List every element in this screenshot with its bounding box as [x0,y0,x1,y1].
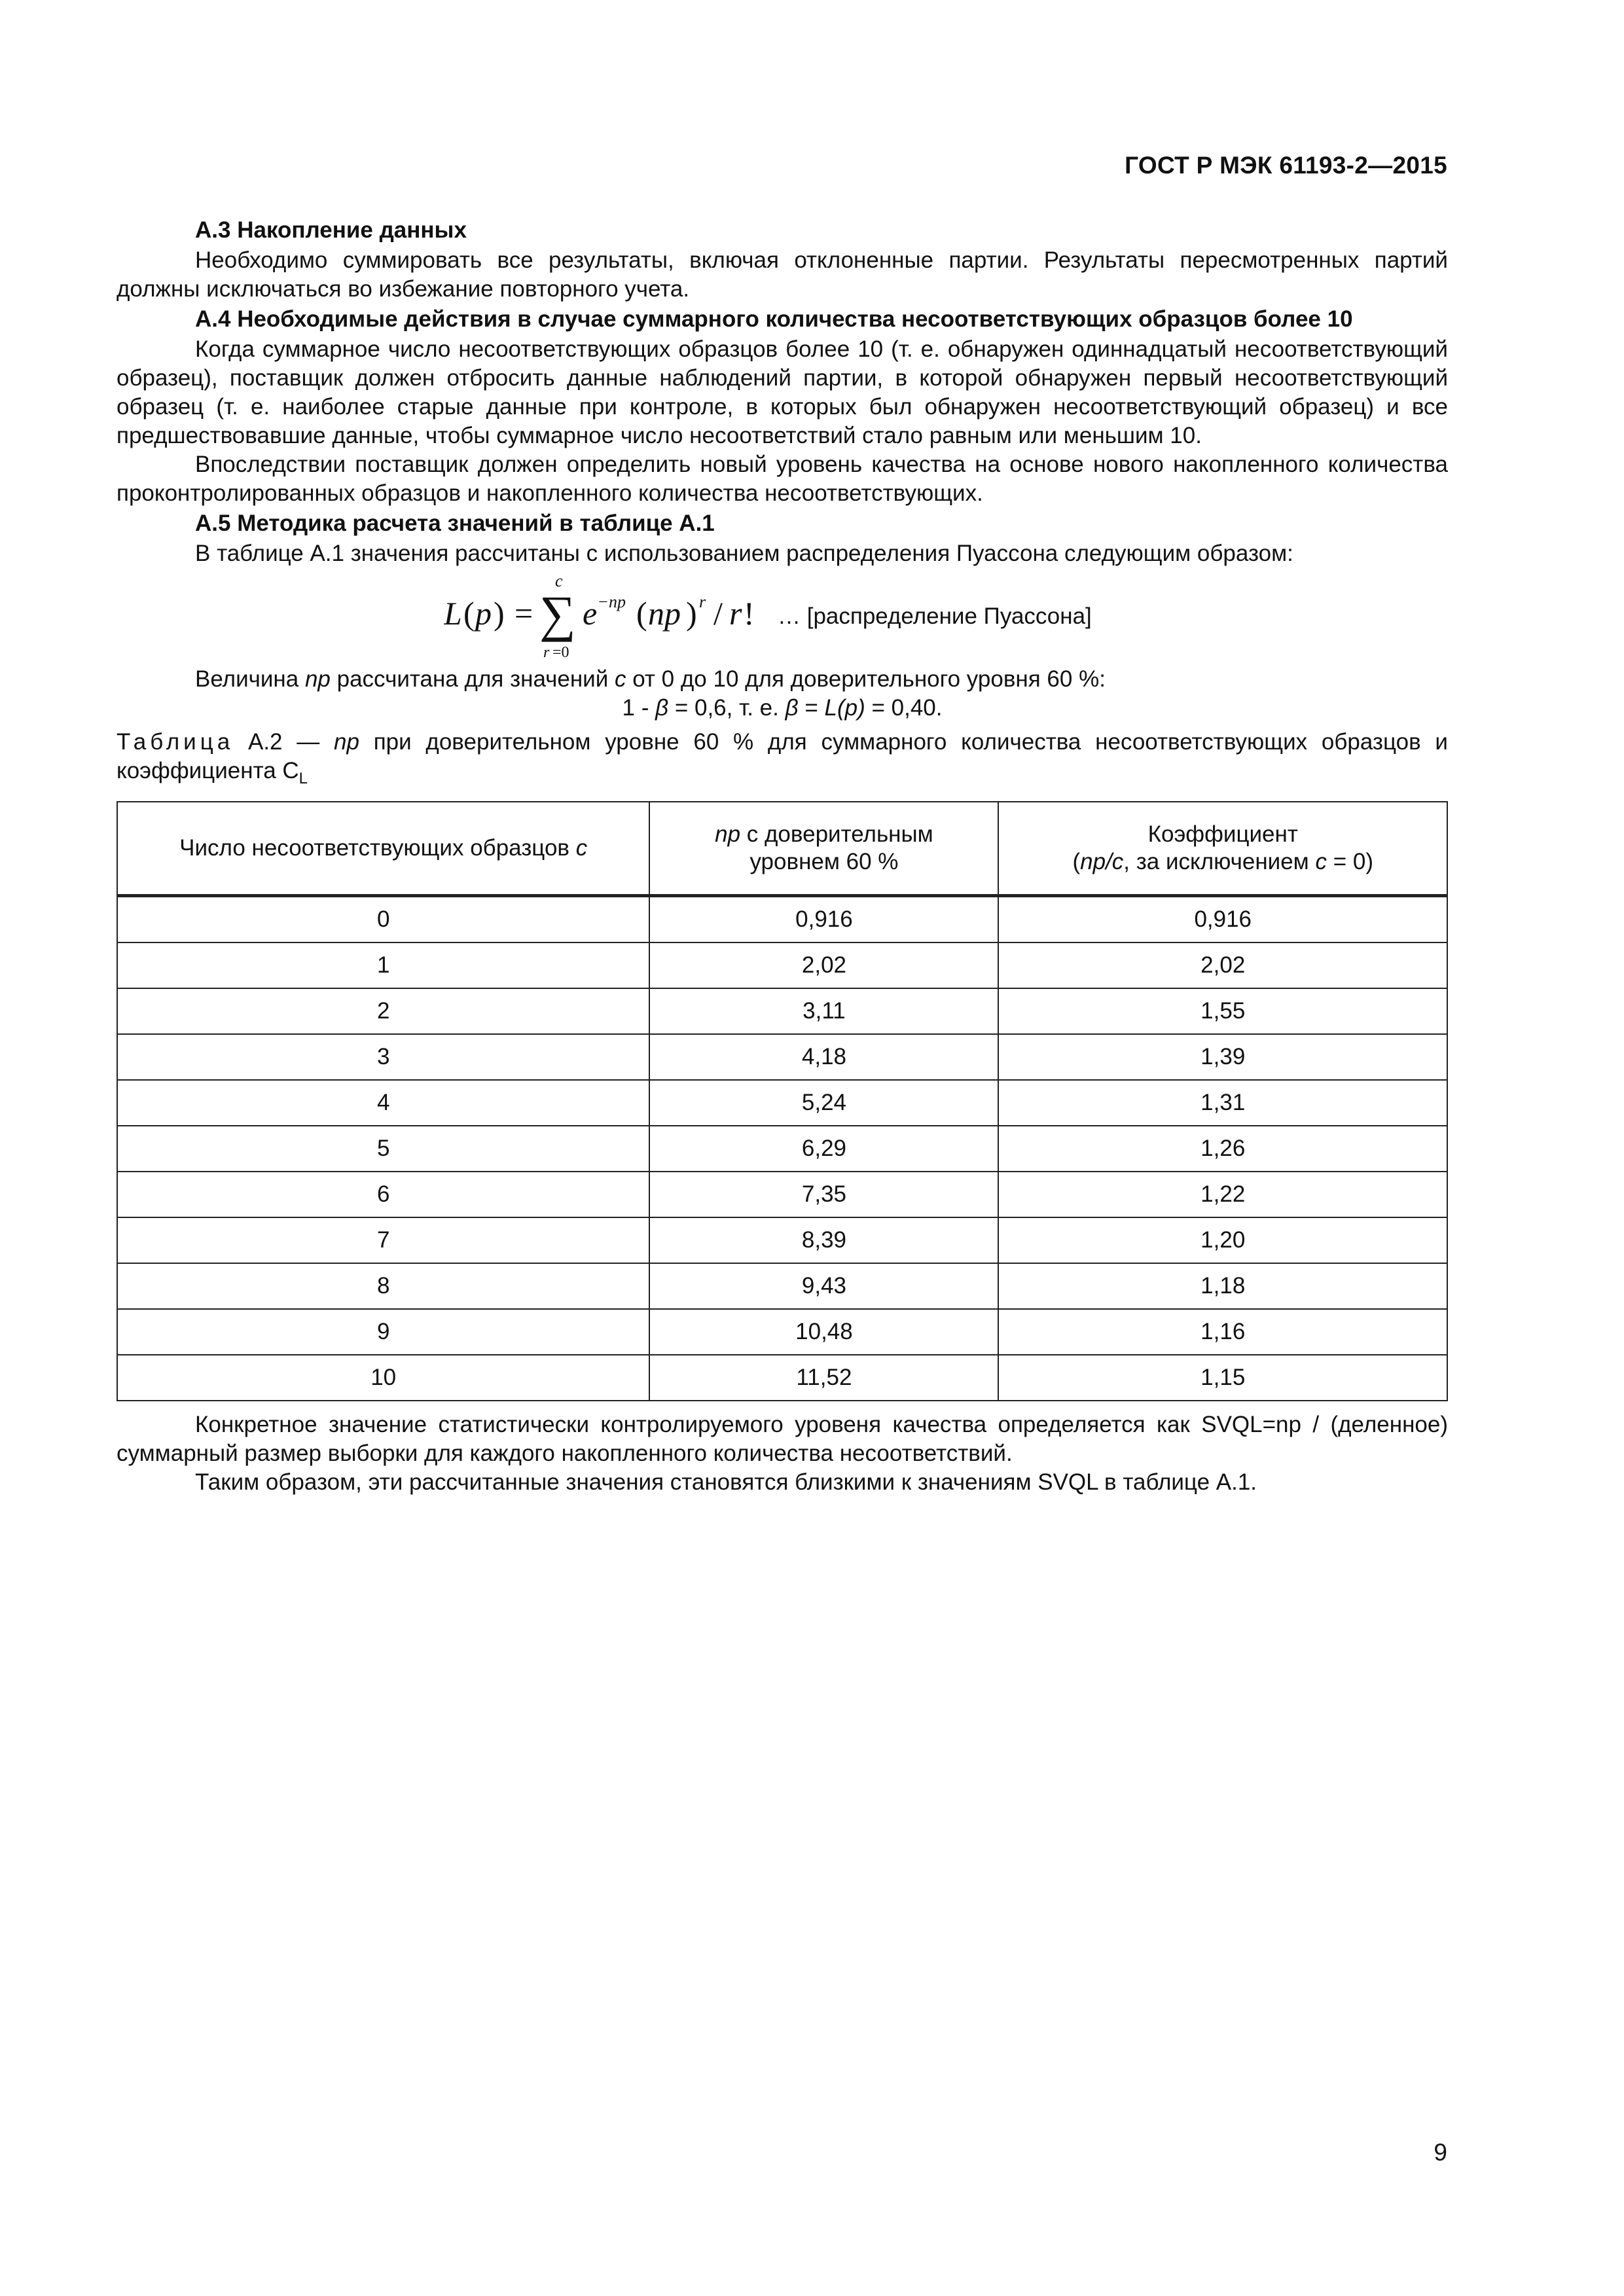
svg-text:): ) [494,595,505,632]
cell-c: 4 [117,1080,649,1126]
table-row [117,1309,1447,1355]
cell-coefficient: 0,916 [998,896,1447,943]
cell-c: 5 [117,1126,649,1172]
cell-coefficient: 1,39 [998,1034,1447,1080]
cell-c: 8 [117,1263,649,1309]
cell-coefficient: 1,18 [998,1263,1447,1309]
table-row [117,896,1447,943]
svg-text:!: ! [744,595,755,632]
svg-text:=: = [514,595,533,632]
section-a4-heading: А.4 Необходимые действия в случае суммарного количества несоответствующих образцов более 10 [195,306,1353,332]
cell-coefficient: 1,15 [998,1355,1447,1401]
cell-c: 6 [117,1172,649,1217]
cell-coefficient: 1,55 [998,988,1447,1034]
cell-coefficient: 1,26 [998,1126,1447,1172]
svg-text:∑: ∑ [539,585,576,642]
beta-equation-line: 1 - β = 0,6, т. е. β = L(p) = 0,40. [622,695,943,721]
table-row [117,1034,1447,1080]
table-caption: Таблица А.2 — np при доверительном уровне 60 % для суммарного количества несоответствующих образцов и коэффициента $C_L$ [117,729,1448,787]
svg-text:(: ( [463,595,475,632]
cell-c: 7 [117,1217,649,1263]
cell-np: 6,29 [649,1126,998,1172]
svg-text:r: r [729,595,742,632]
svg-text:L: L [444,595,462,632]
table-row [117,1355,1447,1401]
cell-c: 10 [117,1355,649,1401]
section-a5-intro: В таблице А.1 значения рассчитаны с использованием распределения Пуассона следующим образом: [195,541,1293,566]
cell-c: 3 [117,1034,649,1080]
cell-np: 3,11 [649,988,998,1034]
cell-coefficient: 2,02 [998,942,1447,988]
section-a5-heading: А.5 Методика расчета значений в таблице А.1 [195,511,715,536]
page-content [117,215,1448,1497]
poisson-formula-graphic [444,571,771,662]
section-a4-paragraph-2: Впоследствии поставщик должен определить новый уровень качества на основе нового накопленного количества проконтролированных образцов и накопленного количества несоответствующих. [117,452,1448,506]
header-np-confidence: np с доверительным уровнем 60 % [649,802,998,896]
cell-np: 5,24 [649,1080,998,1126]
cell-np: 2,02 [649,942,998,988]
cell-np: 0,916 [649,896,998,943]
data-table [117,801,1448,1401]
table-row [117,988,1447,1034]
header-coefficient: Коэффициент (np/c, за исключением c = 0) [998,802,1447,896]
document-code: ГОСТ Р МЭК 61193-2—2015 [1125,152,1447,179]
svql-conclusion-paragraph: Таким образом, эти рассчитанные значения становятся близкими к значениям SVQL в таблице А.1. [195,1469,1257,1495]
svg-text:p: p [475,595,492,632]
svg-text:−: − [598,592,608,611]
section-a4-paragraph-1: Когда суммарное число несоответствующих образцов более 10 (т. е. обнаружен одиннадцатый несоответствующий образец), поставщик должен отбросить данные наблюдений партии, в которой обнаружен первый несоответствующий образец (т. е. наиболее старые данные при контроле, в которых был обнаружен несоответствующий образец) и все предшествовавшие данные, чтобы суммарное число несоответствий стало равным или меньшим 10. [117,336,1448,448]
section-a3-paragraph: Необходимо суммировать все результаты, включая отклоненные партии. Результаты пересмотренных партий должны исключаться во избежание повторного учета. [117,247,1448,302]
cell-c: 1 [117,942,649,988]
section-a3-heading: А.3 Накопление данных [195,217,467,243]
svg-text:): ) [686,595,697,632]
cell-coefficient: 1,31 [998,1080,1447,1126]
cell-c: 2 [117,988,649,1034]
cell-coefficient: 1,16 [998,1309,1447,1355]
table-row [117,1126,1447,1172]
table-row [117,1263,1447,1309]
svg-text:r: r [543,644,550,661]
cell-c: 0 [117,896,649,943]
cell-np: 9,43 [649,1263,998,1309]
svg-text:c: c [555,571,563,590]
table-row [117,942,1447,988]
svg-text:=0: =0 [552,644,569,661]
np-value-line: Величина np рассчитана для значений c от 0 до 10 для доверительного уровня 60 %: [195,666,1106,692]
page-number: 9 [1434,2139,1447,2166]
svql-definition-paragraph: Конкретное значение статистически контролируемого уровеня качества определяется как SVQL=np / (деленное) суммарный размер выборки для каждого накопленного количества несоответствий. [117,1412,1448,1466]
svg-text:(: ( [636,595,647,632]
cell-coefficient: 1,22 [998,1172,1447,1217]
cell-np: 10,48 [649,1309,998,1355]
header-nonconforming-count: Число несоответствующих образцов c [117,802,649,896]
svg-text:np: np [648,595,681,632]
cell-np: 11,52 [649,1355,998,1401]
cell-np: 4,18 [649,1034,998,1080]
svg-text:np: np [609,592,626,611]
cell-coefficient: 1,20 [998,1217,1447,1263]
table-row [117,1080,1447,1126]
table-row [117,1172,1447,1217]
table-header-row [117,802,1447,896]
svg-text:/: / [713,595,723,632]
formula-label: … [распределение Пуассона] [778,603,1092,629]
table-row [117,1217,1447,1263]
cell-c: 9 [117,1309,649,1355]
svg-text:e: e [583,595,598,632]
cell-np: 8,39 [649,1217,998,1263]
svg-text:r: r [699,592,706,611]
poisson-formula [117,571,1448,662]
cell-np: 7,35 [649,1172,998,1217]
